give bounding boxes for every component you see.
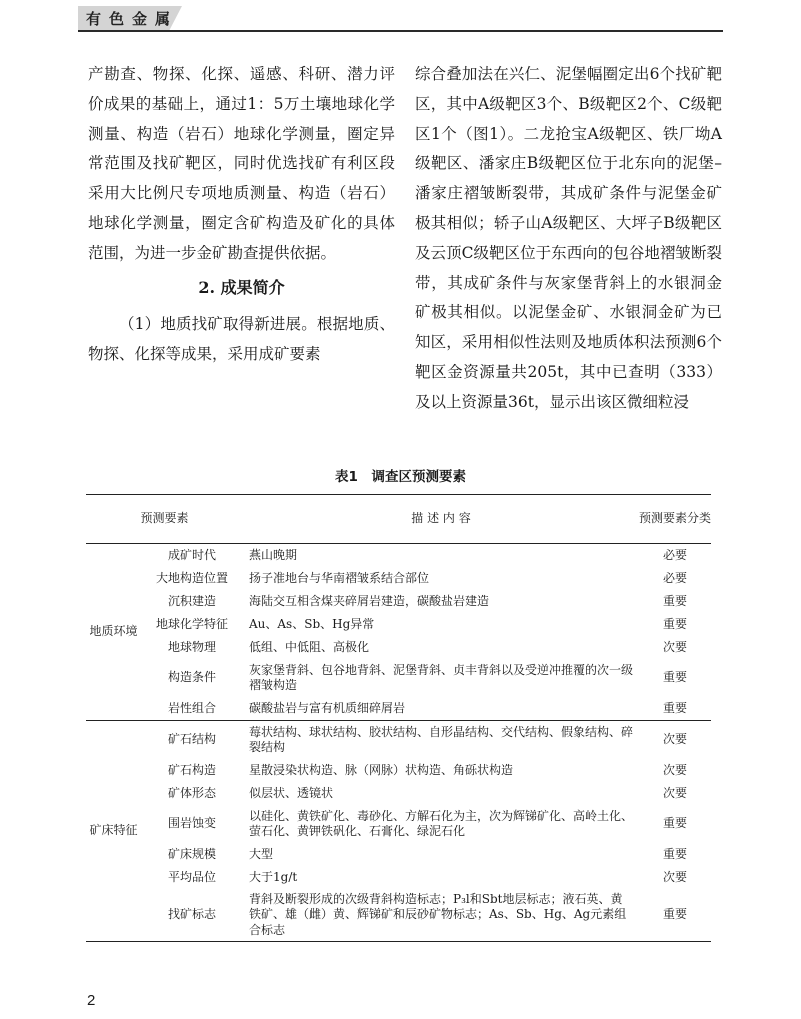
- row-description: 大于1g/t: [249, 869, 298, 884]
- right-column: [415, 60, 722, 418]
- header-rule: [78, 30, 723, 32]
- row-description: 莓状结构、球状结构、胶状结构、自形晶结构、交代结构、假象结构、碎裂结构: [249, 724, 634, 754]
- row-class: 必要: [662, 547, 687, 562]
- journal-name: 有色金属: [86, 10, 179, 28]
- row-description: 碳酸盐岩与富有机质细碎屑岩: [249, 700, 406, 715]
- table-row: [86, 759, 711, 782]
- page-number: 2: [87, 992, 96, 1009]
- row-element: 岩性组合: [167, 700, 216, 715]
- row-class: 次要: [662, 869, 687, 884]
- table-row: [86, 805, 711, 843]
- table-row: [86, 843, 711, 866]
- row-description: 背斜及断裂形成的次级背斜构造标志；P₃l和Sbt地层标志；液石英、黄铁矿、雄（雌）黄、辉锑矿和辰砂矿物标志；As、Sb、Hg、Ag元素组合标志: [249, 891, 627, 937]
- row-class: 次要: [662, 762, 687, 777]
- row-class: 次要: [662, 785, 687, 800]
- table-row: [86, 697, 711, 721]
- row-element: 地球物理: [167, 639, 216, 654]
- row-class: 重要: [662, 700, 687, 715]
- left-column: [88, 60, 395, 370]
- row-element: 构造条件: [167, 670, 216, 685]
- prediction-table: [86, 494, 711, 942]
- row-element: 矿体形态: [167, 785, 216, 800]
- table-row: [86, 544, 711, 568]
- table-row: [86, 659, 711, 697]
- row-description: 扬子准地台与华南褶皱系结合部位: [249, 570, 430, 585]
- table-row: [86, 567, 711, 590]
- row-element: 平均品位: [167, 869, 216, 884]
- row-class: 重要: [662, 816, 687, 831]
- row-class: 重要: [662, 846, 687, 861]
- header-element: 预测要素: [140, 511, 189, 526]
- row-class: 次要: [662, 732, 687, 747]
- row-description: 大型: [249, 846, 274, 861]
- group-label-deposit: 矿床特征: [89, 823, 138, 838]
- row-class: 必要: [662, 570, 687, 585]
- row-description: 低组、中低阻、高极化: [249, 639, 370, 654]
- header-description: 描 述 内 容: [411, 511, 471, 526]
- row-element: 矿石结构: [167, 732, 216, 747]
- table-header-row: [86, 495, 711, 544]
- row-class: 重要: [662, 616, 687, 631]
- table-row: [86, 613, 711, 636]
- row-class: 次要: [662, 639, 687, 654]
- group-label-geology: 地质环境: [89, 624, 138, 639]
- table-row: [86, 782, 711, 805]
- row-element: 成矿时代: [167, 547, 216, 562]
- row-class: 重要: [662, 670, 687, 685]
- row-class: 重要: [662, 593, 687, 608]
- row-element: 沉积建造: [167, 593, 216, 608]
- table-row: [86, 721, 711, 760]
- row-element: 找矿标志: [167, 907, 216, 922]
- row-element: 围岩蚀变: [167, 816, 216, 831]
- table-row: [86, 866, 711, 889]
- row-element: 矿床规模: [167, 846, 216, 861]
- row-description: 燕山晚期: [249, 547, 298, 562]
- row-description: 星散浸染状构造、脉（网脉）状构造、角砾状构造: [249, 762, 514, 777]
- table-row: [86, 636, 711, 659]
- table-group-deposit: [86, 721, 711, 942]
- section-heading: 2. 成果简介: [198, 277, 285, 297]
- left-paragraph-2: （1）地质找矿取得新进展。根据地质、物探、化探等成果，采用成矿要素: [88, 315, 395, 364]
- row-description: Au、As、Sb、Hg异常: [249, 616, 375, 631]
- table-row: [86, 590, 711, 613]
- right-paragraph-1: 综合叠加法在兴仁、泥堡幅圈定出6个找矿靶区，其中A级靶区3个、B级靶区2个、C级靶区1个（图1）。二龙抢宝A级靶区、铁厂坳A级靶区、潘家庄B级靶区位于北东向的泥堡–潘家庄褶皱断裂带，其成矿条件与泥堡金矿极其相似；轿子山A级靶区、大坪子B级靶区及云顶C级靶区位于东西向的包谷地褶皱断裂带，其成矿条件与灰家堡背斜上的水银洞金矿极其相似。以泥堡金矿、水银洞金矿为已知区，采用相似性法则及地质体积法预测6个靶区金资源量共205t，其中已查明（333）及以上资源量36t，显示出该区微细粒浸: [415, 65, 722, 411]
- table-row: [86, 889, 711, 942]
- row-class: 重要: [662, 907, 687, 922]
- table-group-geology: [86, 544, 711, 721]
- row-description: 海陆交互相含煤夹碎屑岩建造，碳酸盐岩建造: [249, 593, 490, 608]
- table-caption: 表1 调查区预测要素: [335, 469, 466, 485]
- header-class: 预测要素分类: [639, 511, 712, 526]
- row-element: 大地构造位置: [155, 570, 228, 585]
- row-description: 灰家堡背斜、包谷地背斜、泥堡背斜、贞丰背斜以及受逆冲推覆的次一级褶皱构造: [249, 662, 634, 692]
- row-element: 矿石构造: [167, 762, 216, 777]
- row-element: 地球化学特征: [155, 616, 228, 631]
- left-paragraph-1: 产勘查、物探、化探、遥感、科研、潜力评价成果的基础上，通过1：5万土壤地球化学测量、构造（岩石）地球化学测量，圈定异常范围及找矿靶区，同时优选找矿有利区段采用大比例尺专项地质测量、构造（岩石）地球化学测量，圈定含矿构造及矿化的具体范围，为进一步金矿勘查提供依据。: [88, 65, 395, 262]
- row-description: 似层状、透镜状: [249, 785, 334, 800]
- row-description: 以硅化、黄铁矿化、毒砂化、方解石化为主，次为辉锑矿化、高岭土化、萤石化、黄钾铁矾化、石膏化、绿泥石化: [249, 808, 634, 838]
